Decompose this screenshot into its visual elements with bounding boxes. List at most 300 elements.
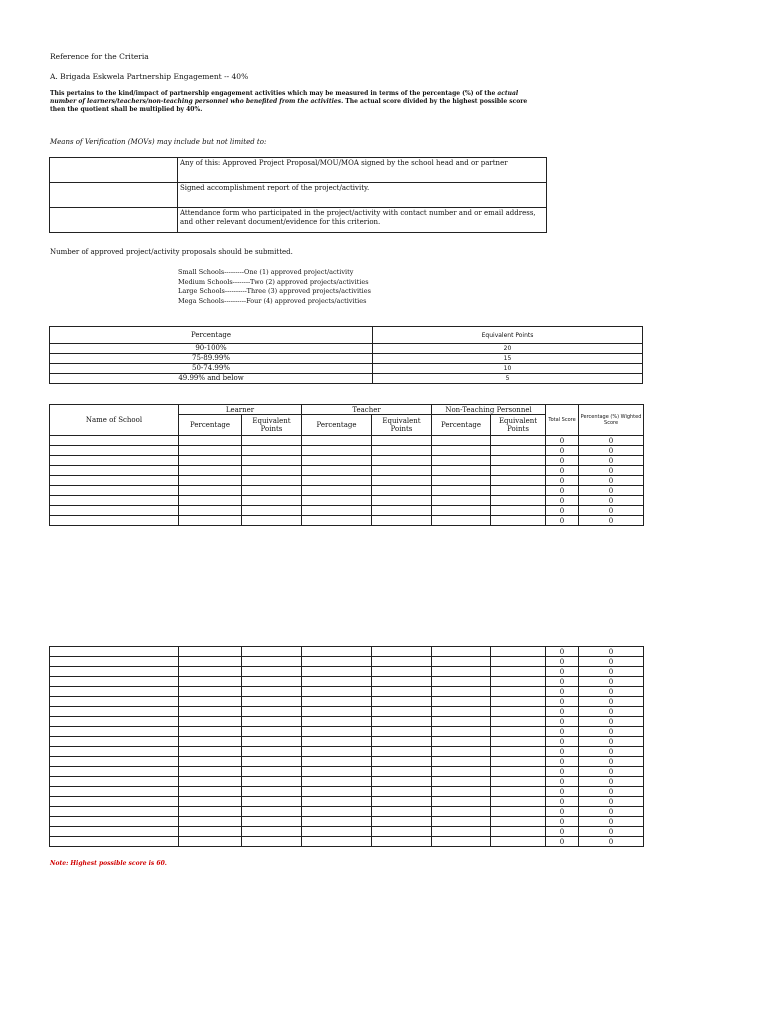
input-cell[interactable] (179, 707, 242, 717)
input-cell[interactable] (179, 436, 242, 446)
input-cell[interactable] (372, 466, 432, 476)
input-cell[interactable] (50, 657, 179, 667)
input-cell[interactable] (242, 436, 302, 446)
table-row (50, 476, 644, 486)
input-cell[interactable] (302, 717, 372, 727)
total-score-cell: 0 (546, 516, 579, 526)
input-cell[interactable] (179, 777, 242, 787)
table-row (50, 717, 644, 727)
percentage-range: 49.99% and below (50, 374, 373, 384)
input-cell[interactable] (179, 717, 242, 727)
input-cell[interactable] (50, 496, 179, 506)
input-cell[interactable] (179, 476, 242, 486)
score-grid-continued (49, 646, 644, 847)
input-cell[interactable] (179, 787, 242, 797)
input-cell[interactable] (372, 817, 432, 827)
input-cell[interactable] (491, 667, 546, 677)
input-cell[interactable] (242, 697, 302, 707)
input-cell[interactable] (372, 737, 432, 747)
input-cell[interactable] (372, 727, 432, 737)
input-cell[interactable] (50, 757, 179, 767)
input-cell[interactable] (432, 506, 491, 516)
input-cell[interactable] (242, 717, 302, 727)
input-cell[interactable] (179, 837, 242, 847)
input-cell[interactable] (491, 476, 546, 486)
input-cell[interactable] (302, 516, 372, 526)
input-cell[interactable] (242, 767, 302, 777)
input-cell[interactable] (242, 707, 302, 717)
table-row (50, 687, 644, 697)
input-cell[interactable] (491, 657, 546, 667)
weighted-score-cell: 0 (579, 837, 644, 847)
input-cell[interactable] (50, 677, 179, 687)
table-row (50, 707, 644, 717)
input-cell[interactable] (372, 476, 432, 486)
total-score-cell: 0 (546, 647, 579, 657)
input-cell[interactable] (491, 496, 546, 506)
total-score-cell: 0 (546, 827, 579, 837)
input-cell[interactable] (491, 837, 546, 847)
table-row (50, 436, 644, 446)
total-score-cell: 0 (546, 817, 579, 827)
total-score-cell: 0 (546, 466, 579, 476)
reference-title: Reference for the Criteria (50, 52, 149, 61)
total-score-cell: 0 (546, 506, 579, 516)
total-score-cell: 0 (546, 456, 579, 466)
input-cell[interactable] (432, 737, 491, 747)
input-cell[interactable] (432, 476, 491, 486)
input-cell[interactable] (491, 436, 546, 446)
input-cell[interactable] (179, 817, 242, 827)
weighted-score-cell: 0 (579, 747, 644, 757)
table-row (50, 657, 644, 667)
input-cell[interactable] (302, 667, 372, 677)
input-cell[interactable] (242, 476, 302, 486)
input-cell[interactable] (302, 837, 372, 847)
table-row (50, 506, 644, 516)
input-cell[interactable] (491, 466, 546, 476)
input-cell[interactable] (50, 456, 179, 466)
total-score-cell: 0 (546, 657, 579, 667)
input-cell[interactable] (491, 777, 546, 787)
school-sizes-list (178, 268, 371, 306)
input-cell[interactable] (242, 737, 302, 747)
input-cell[interactable] (491, 697, 546, 707)
input-cell[interactable] (302, 476, 372, 486)
input-cell[interactable] (302, 767, 372, 777)
input-cell[interactable] (302, 506, 372, 516)
weighted-score-cell: 0 (579, 767, 644, 777)
input-cell[interactable] (242, 687, 302, 697)
mov-empty-cell[interactable] (50, 208, 178, 233)
input-cell[interactable] (50, 747, 179, 757)
points-row (50, 354, 643, 364)
total-score-cell: 0 (546, 476, 579, 486)
input-cell[interactable] (432, 446, 491, 456)
ntp-percentage-header: Percentage (432, 415, 491, 436)
input-cell[interactable] (372, 777, 432, 787)
input-cell[interactable] (302, 657, 372, 667)
total-score-cell: 0 (546, 767, 579, 777)
points-row (50, 364, 643, 374)
input-cell[interactable] (432, 727, 491, 737)
equivalent-points: 15 (373, 354, 643, 364)
input-cell[interactable] (432, 486, 491, 496)
table-row (50, 697, 644, 707)
weighted-score-cell: 0 (579, 677, 644, 687)
table-row (50, 667, 644, 677)
description (50, 90, 540, 114)
input-cell[interactable] (302, 817, 372, 827)
teacher-percentage-header: Percentage (302, 415, 372, 436)
points-header-row (50, 327, 643, 344)
input-cell[interactable] (491, 707, 546, 717)
input-cell[interactable] (242, 516, 302, 526)
input-cell[interactable] (432, 687, 491, 697)
input-cell[interactable] (491, 737, 546, 747)
input-cell[interactable] (179, 516, 242, 526)
input-cell[interactable] (372, 837, 432, 847)
percentage-range: 50-74.99% (50, 364, 373, 374)
input-cell[interactable] (242, 466, 302, 476)
input-cell[interactable] (50, 817, 179, 827)
input-cell[interactable] (432, 717, 491, 727)
mov-empty-cell[interactable] (50, 158, 178, 183)
input-cell[interactable] (491, 827, 546, 837)
input-cell[interactable] (242, 777, 302, 787)
input-cell[interactable] (432, 797, 491, 807)
table-row (50, 466, 644, 476)
mov-heading: Means of Verification (MOVs) may include but not limited to: (50, 138, 267, 146)
input-cell[interactable] (302, 807, 372, 817)
equivalent-points: 5 (373, 374, 643, 384)
input-cell[interactable] (242, 827, 302, 837)
input-cell[interactable] (242, 817, 302, 827)
school-size-item: Medium Schools--------Two (2) approved projects/activities (178, 277, 369, 286)
input-cell[interactable] (432, 516, 491, 526)
input-cell[interactable] (302, 456, 372, 466)
input-cell[interactable] (372, 446, 432, 456)
input-cell[interactable] (50, 516, 179, 526)
input-cell[interactable] (50, 446, 179, 456)
table-row (50, 827, 644, 837)
input-cell[interactable] (302, 697, 372, 707)
input-cell[interactable] (372, 827, 432, 837)
description-part-1: This pertains to the kind/impact of partnership engagement activities which may be measured in terms of the percentage (%) of the (50, 90, 498, 97)
total-score-cell: 0 (546, 807, 579, 817)
table-row (50, 767, 644, 777)
input-cell[interactable] (432, 667, 491, 677)
input-cell[interactable] (432, 837, 491, 847)
weighted-score-cell: 0 (579, 516, 644, 526)
input-cell[interactable] (372, 496, 432, 506)
input-cell[interactable] (302, 757, 372, 767)
input-cell[interactable] (491, 486, 546, 496)
table-row (50, 837, 644, 847)
input-cell[interactable] (372, 667, 432, 677)
input-cell[interactable] (372, 807, 432, 817)
input-cell[interactable] (372, 657, 432, 667)
weighted-score-cell: 0 (579, 807, 644, 817)
input-cell[interactable] (179, 456, 242, 466)
input-cell[interactable] (302, 486, 372, 496)
input-cell[interactable] (242, 647, 302, 657)
input-cell[interactable] (432, 787, 491, 797)
input-cell[interactable] (50, 667, 179, 677)
input-cell[interactable] (302, 827, 372, 837)
weighted-score-cell: 0 (579, 647, 644, 657)
input-cell[interactable] (372, 717, 432, 727)
input-cell[interactable] (302, 466, 372, 476)
mov-empty-cell[interactable] (50, 183, 178, 208)
input-cell[interactable] (302, 687, 372, 697)
score-grid (49, 404, 644, 526)
mov-table (49, 157, 547, 233)
table-row (50, 446, 644, 456)
input-cell[interactable] (432, 436, 491, 446)
input-cell[interactable] (50, 787, 179, 797)
input-cell[interactable] (179, 466, 242, 476)
input-cell[interactable] (491, 797, 546, 807)
table-row (50, 677, 644, 687)
input-cell[interactable] (179, 677, 242, 687)
input-cell[interactable] (302, 436, 372, 446)
input-cell[interactable] (302, 787, 372, 797)
input-cell[interactable] (432, 647, 491, 657)
input-cell[interactable] (491, 456, 546, 466)
mov-item: Signed accomplishment report of the project/activity. (178, 183, 547, 208)
input-cell[interactable] (179, 827, 242, 837)
input-cell[interactable] (50, 647, 179, 657)
input-cell[interactable] (50, 506, 179, 516)
input-cell[interactable] (491, 506, 546, 516)
input-cell[interactable] (179, 757, 242, 767)
weighted-score-cell: 0 (579, 496, 644, 506)
input-cell[interactable] (491, 717, 546, 727)
total-score-cell: 0 (546, 436, 579, 446)
total-score-cell: 0 (546, 486, 579, 496)
input-cell[interactable] (372, 757, 432, 767)
school-size-item: Large Schools----------Three (3) approved projects/activities (178, 287, 371, 295)
weighted-score-cell: 0 (579, 707, 644, 717)
input-cell[interactable] (179, 647, 242, 657)
input-cell[interactable] (242, 757, 302, 767)
input-cell[interactable] (179, 687, 242, 697)
input-cell[interactable] (179, 807, 242, 817)
mov-row (50, 208, 547, 233)
input-cell[interactable] (491, 807, 546, 817)
proposal-note: Number of approved project/activity proposals should be submitted. (50, 248, 293, 256)
input-cell[interactable] (242, 727, 302, 737)
input-cell[interactable] (432, 466, 491, 476)
table-row (50, 787, 644, 797)
input-cell[interactable] (432, 677, 491, 687)
input-cell[interactable] (302, 727, 372, 737)
description-part-2: actual number of learners/teachers/non-teaching personnel who benefited from the activities (50, 90, 519, 105)
weighted-score-cell: 0 (579, 476, 644, 486)
input-cell[interactable] (432, 697, 491, 707)
equivalent-points: 20 (373, 344, 643, 354)
input-cell[interactable] (50, 797, 179, 807)
total-score-cell: 0 (546, 717, 579, 727)
input-cell[interactable] (491, 817, 546, 827)
input-cell[interactable] (372, 707, 432, 717)
input-cell[interactable] (372, 506, 432, 516)
input-cell[interactable] (372, 697, 432, 707)
input-cell[interactable] (372, 787, 432, 797)
input-cell[interactable] (432, 767, 491, 777)
input-cell[interactable] (372, 767, 432, 777)
input-cell[interactable] (50, 697, 179, 707)
table-row (50, 516, 644, 526)
weighted-score-cell: 0 (579, 687, 644, 697)
grid-body-continued (50, 647, 644, 847)
weighted-score-header: Percentage (%) Wighted Score (579, 405, 644, 436)
table-row (50, 807, 644, 817)
input-cell[interactable] (179, 797, 242, 807)
input-cell[interactable] (242, 807, 302, 817)
input-cell[interactable] (179, 496, 242, 506)
input-cell[interactable] (242, 747, 302, 757)
input-cell[interactable] (179, 446, 242, 456)
input-cell[interactable] (242, 496, 302, 506)
input-cell[interactable] (491, 787, 546, 797)
table-row (50, 747, 644, 757)
input-cell[interactable] (242, 677, 302, 687)
equivalent-points: 10 (373, 364, 643, 374)
input-cell[interactable] (432, 707, 491, 717)
input-cell[interactable] (50, 837, 179, 847)
input-cell[interactable] (491, 677, 546, 687)
input-cell[interactable] (491, 727, 546, 737)
input-cell[interactable] (50, 436, 179, 446)
weighted-score-cell: 0 (579, 456, 644, 466)
input-cell[interactable] (179, 486, 242, 496)
input-cell[interactable] (432, 657, 491, 667)
input-cell[interactable] (50, 707, 179, 717)
input-cell[interactable] (242, 797, 302, 807)
input-cell[interactable] (242, 837, 302, 847)
input-cell[interactable] (302, 777, 372, 787)
input-cell[interactable] (242, 456, 302, 466)
input-cell[interactable] (50, 767, 179, 777)
percentage-range: 75-89.99% (50, 354, 373, 364)
input-cell[interactable] (491, 747, 546, 757)
ntp-points-header: Equivalent Points (491, 415, 546, 436)
input-cell[interactable] (302, 737, 372, 747)
input-cell[interactable] (432, 757, 491, 767)
weighted-score-cell: 0 (579, 446, 644, 456)
input-cell[interactable] (50, 807, 179, 817)
mov-row (50, 183, 547, 208)
learner-header: Learner (179, 405, 302, 415)
input-cell[interactable] (491, 516, 546, 526)
input-cell[interactable] (50, 687, 179, 697)
table-row (50, 777, 644, 787)
input-cell[interactable] (302, 747, 372, 757)
input-cell[interactable] (179, 737, 242, 747)
description-part-3: . The actual score divided by the highest possible score then the quotient shall be multiplied by 40%. (50, 98, 528, 113)
input-cell[interactable] (242, 506, 302, 516)
table-row (50, 486, 644, 496)
weighted-score-cell: 0 (579, 797, 644, 807)
weighted-score-cell: 0 (579, 697, 644, 707)
input-cell[interactable] (50, 777, 179, 787)
input-cell[interactable] (432, 817, 491, 827)
input-cell[interactable] (432, 747, 491, 757)
input-cell[interactable] (491, 757, 546, 767)
input-cell[interactable] (179, 657, 242, 667)
input-cell[interactable] (179, 727, 242, 737)
input-cell[interactable] (302, 677, 372, 687)
input-cell[interactable] (432, 777, 491, 787)
input-cell[interactable] (179, 697, 242, 707)
input-cell[interactable] (242, 657, 302, 667)
total-score-cell: 0 (546, 446, 579, 456)
table-row (50, 737, 644, 747)
weighted-score-cell: 0 (579, 717, 644, 727)
input-cell[interactable] (372, 797, 432, 807)
input-cell[interactable] (372, 687, 432, 697)
input-cell[interactable] (302, 797, 372, 807)
input-cell[interactable] (372, 436, 432, 446)
grid-body (50, 436, 644, 526)
input-cell[interactable] (302, 446, 372, 456)
input-cell[interactable] (372, 516, 432, 526)
input-cell[interactable] (50, 486, 179, 496)
input-cell[interactable] (242, 486, 302, 496)
input-cell[interactable] (372, 747, 432, 757)
input-cell[interactable] (50, 466, 179, 476)
input-cell[interactable] (432, 827, 491, 837)
input-cell[interactable] (50, 737, 179, 747)
input-cell[interactable] (302, 647, 372, 657)
table-row (50, 797, 644, 807)
input-cell[interactable] (372, 677, 432, 687)
grid-header-row (50, 405, 644, 415)
input-cell[interactable] (179, 667, 242, 677)
input-cell[interactable] (50, 717, 179, 727)
school-name-header: Name of School (50, 405, 179, 436)
input-cell[interactable] (179, 747, 242, 757)
input-cell[interactable] (50, 476, 179, 486)
input-cell[interactable] (491, 647, 546, 657)
input-cell[interactable] (50, 727, 179, 737)
weighted-score-cell: 0 (579, 757, 644, 767)
input-cell[interactable] (432, 807, 491, 817)
input-cell[interactable] (372, 456, 432, 466)
input-cell[interactable] (242, 446, 302, 456)
total-score-header: Total Score (546, 405, 579, 436)
input-cell[interactable] (242, 787, 302, 797)
input-cell[interactable] (372, 647, 432, 657)
input-cell[interactable] (432, 456, 491, 466)
non-teaching-header: Non-Teaching Personnel (432, 405, 546, 415)
input-cell[interactable] (491, 687, 546, 697)
input-cell[interactable] (302, 707, 372, 717)
input-cell[interactable] (50, 827, 179, 837)
input-cell[interactable] (242, 667, 302, 677)
input-cell[interactable] (372, 486, 432, 496)
input-cell[interactable] (432, 496, 491, 506)
input-cell[interactable] (179, 506, 242, 516)
input-cell[interactable] (302, 496, 372, 506)
input-cell[interactable] (491, 446, 546, 456)
table-row (50, 727, 644, 737)
total-score-cell: 0 (546, 737, 579, 747)
input-cell[interactable] (491, 767, 546, 777)
input-cell[interactable] (179, 767, 242, 777)
